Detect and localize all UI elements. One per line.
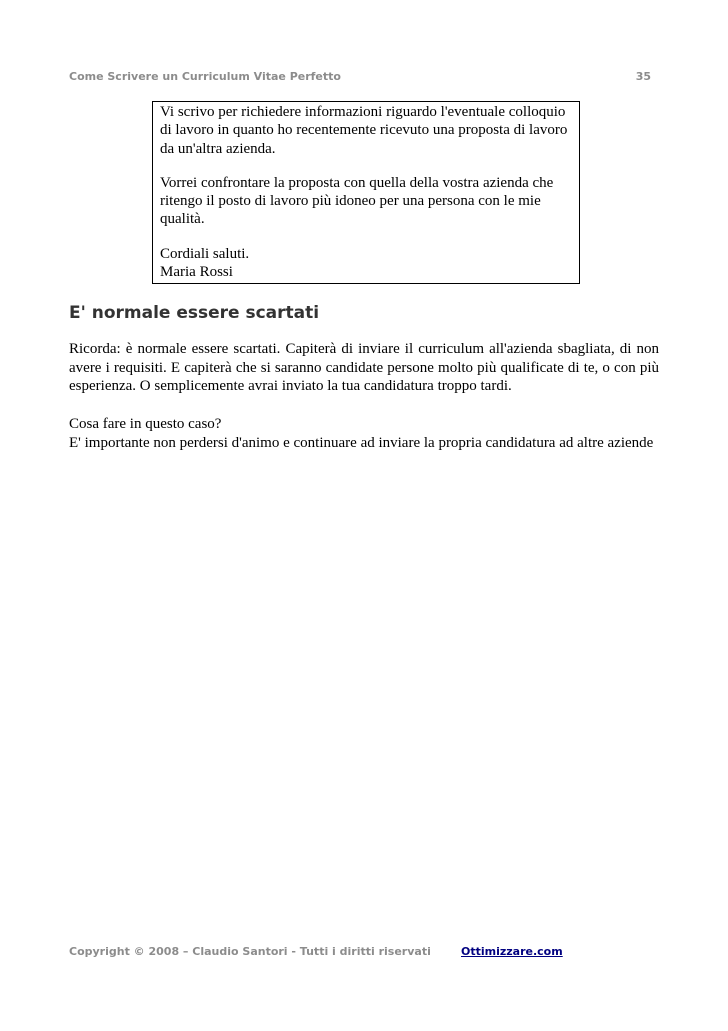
body-paragraph: Ricorda: è normale essere scartati. Capiterà di inviare il curriculum all'azienda sbagliata, di non avere i requisiti. E capiterà che si saranno candidate persone molto più qualificate di te, o con più esperienza. O semplicemente avrai inviato la tua candidatura troppo tardi. (69, 341, 659, 395)
question-line: Cosa fare in questo caso? (69, 416, 222, 433)
section-heading: E' normale essere scartati (69, 303, 320, 323)
website-link[interactable]: Ottimizzare.com (461, 945, 563, 958)
letter-example-box (152, 101, 580, 284)
document-title: Come Scrivere un Curriculum Vitae Perfetto (69, 70, 341, 83)
answer-text: E' importante non perdersi d'animo e continuare ad inviare la propria candidatura ad altre aziende (69, 434, 654, 451)
body-paragraph-question-answer (69, 415, 659, 452)
section-body (69, 340, 659, 453)
page-header (69, 70, 651, 88)
letter-closing: Cordiali saluti. (160, 245, 250, 262)
letter-signature: Maria Rossi (160, 264, 233, 281)
page-number: 35 (635, 70, 651, 83)
letter-paragraph: Vorrei confrontare la proposta con quella della vostra azienda che ritengo il posto di lavoro più idoneo per una persona con le mie qualità. (160, 174, 554, 228)
letter-paragraph: Vi scrivo per richiedere informazioni riguardo l'eventuale colloquio di lavoro in quanto ho recentemente ricevuto una proposta di lavoro da un'altra azienda. (160, 104, 568, 157)
letter-signoff (160, 245, 571, 282)
copyright-notice: Copyright © 2008 – Claudio Santori - Tutti i diritti riservati (69, 945, 431, 958)
